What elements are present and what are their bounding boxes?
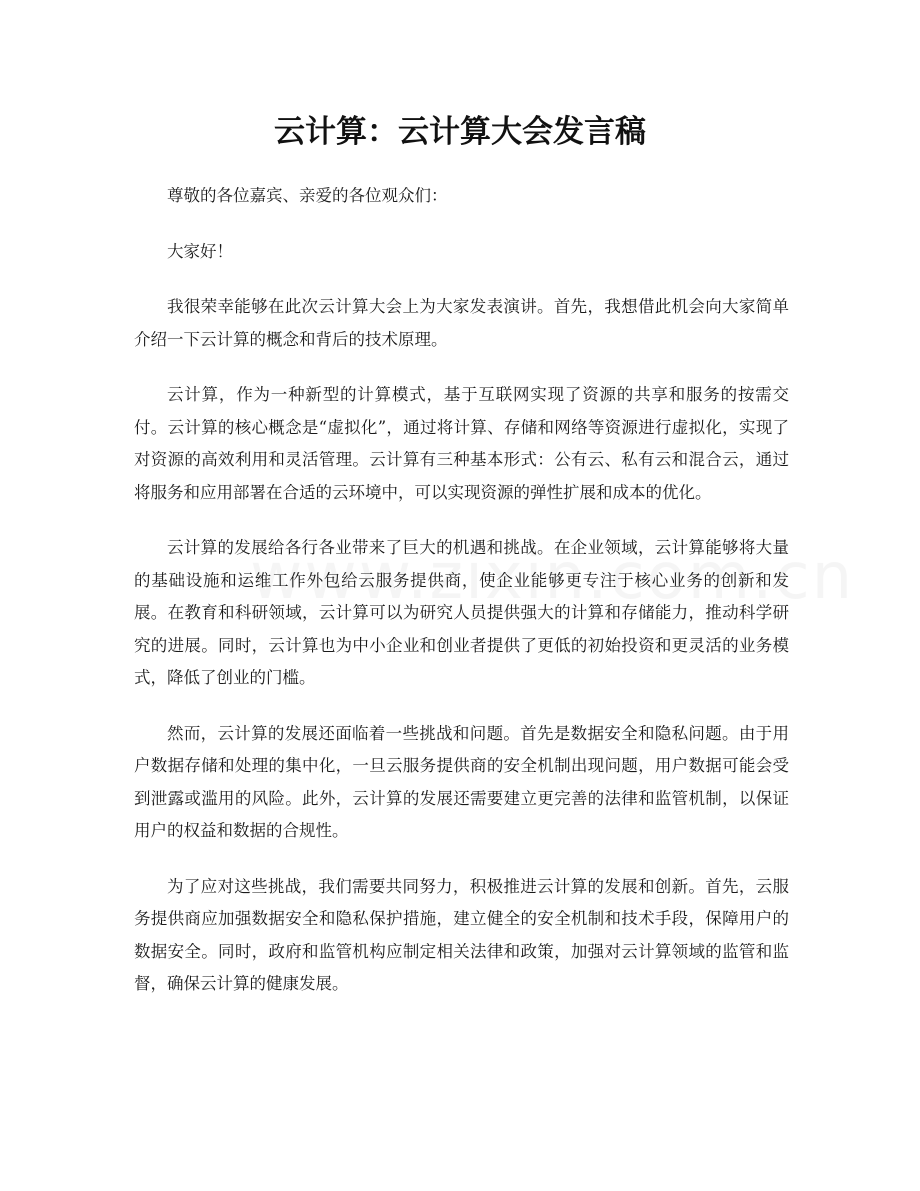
paragraph-intro: 我很荣幸能够在此次云计算大会上为大家发表演讲。首先，我想借此机会向大家简单介绍一下云计算的概念和背后的技术原理。	[134, 297, 789, 349]
paragraph-responses: 为了应对这些挑战，我们需要共同努力，积极推进云计算的发展和创新。首先，云服务提供商应加强数据安全和隐私保护措施，建立健全的安全机制和技术手段，保障用户的数据安全。同时，政府和监管机构应制定相关法律和政策，加强对云计算领域的监管和监督，确保云计算的健康发展。	[134, 876, 789, 993]
paragraph-definition: 云计算，作为一种新型的计算模式，基于互联网实现了资源的共享和服务的按需交付。云计算的核心概念是“虚拟化”，通过将计算、存储和网络等资源进行虚拟化，实现了对资源的高效利用和灵活管理。云计算有三种基本形式：公有云、私有云和混合云，通过将服务和应用部署在合适的云环境中，可以实现资源的弹性扩展和成本的优化。	[134, 385, 789, 502]
document-title: 云计算：云计算大会发言稿	[274, 114, 646, 150]
paragraph-greeting: 大家好！	[167, 241, 233, 261]
paragraph-challenges: 然而，云计算的发展还面临着一些挑战和问题。首先是数据安全和隐私问题。由于用户数据存储和处理的集中化，一旦云服务提供商的安全机制出现问题，用户数据可能会受到泄露或滥用的风险。此外，云计算的发展还需要建立更完善的法律和监管机制，以保证用户的权益和数据的合规性。	[134, 723, 789, 840]
document-body	[134, 180, 789, 1024]
paragraph-salutation: 尊敬的各位嘉宾、亲爱的各位观众们：	[167, 186, 448, 205]
paragraph-opportunities: 云计算的发展给各行各业带来了巨大的机遇和挑战。在企业领域，云计算能够将大量的基础设施和运维工作外包给云服务提供商，使企业能够更专注于核心业务的创新和发展。在教育和科研领域，云计算可以为研究人员提供强大的计算和存储能力，推动科学研究的进展。同时，云计算也为中小企业和创业者提供了更低的初始投资和更灵活的业务模式，降低了创业的门槛。	[134, 538, 789, 687]
